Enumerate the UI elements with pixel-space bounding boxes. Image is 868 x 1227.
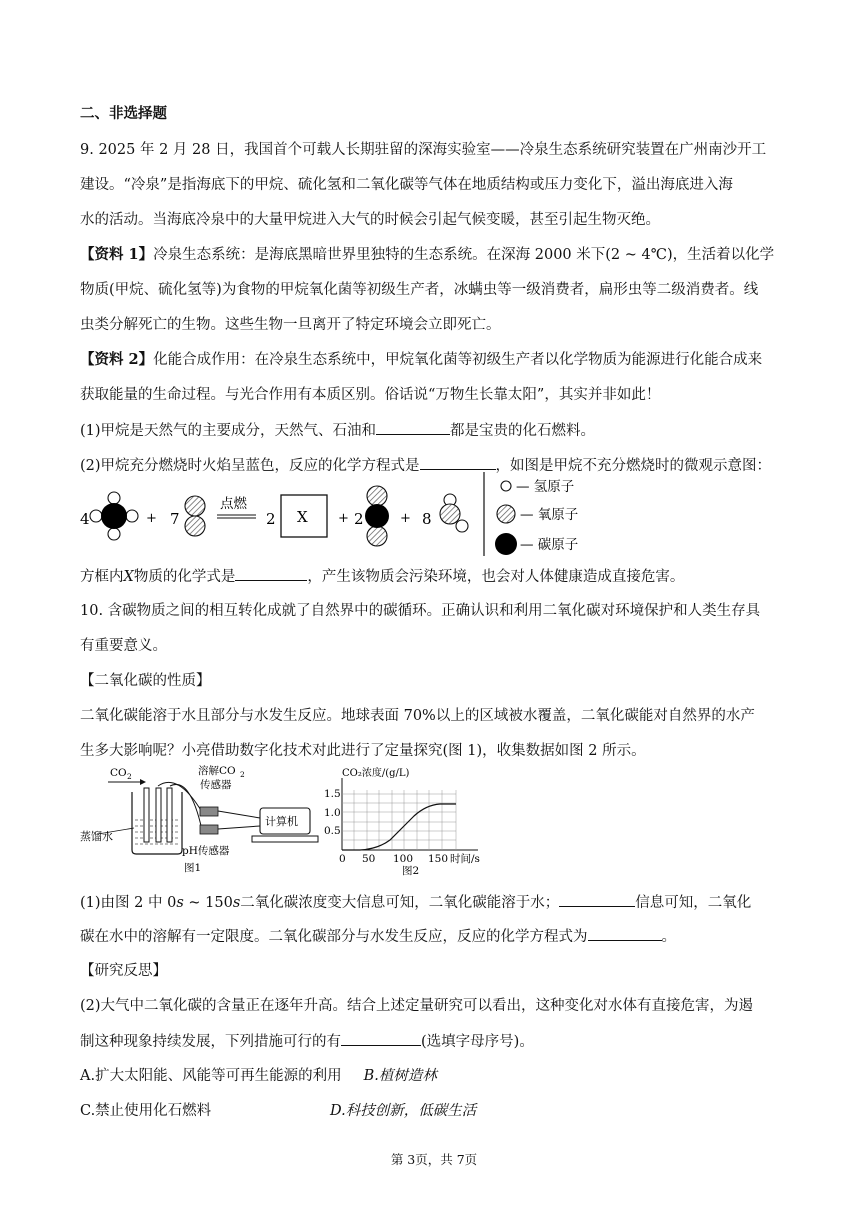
legend-carbon <box>495 533 578 555</box>
ref2-line1 <box>80 350 762 370</box>
option-d[interactable]: D.科技创新，低碳生活 <box>330 1103 477 1119</box>
q10-sub1-line1 <box>80 892 751 913</box>
x-tick: 0 <box>339 853 346 865</box>
x-tick: 150 <box>428 853 449 865</box>
box-x-label: X <box>297 508 308 526</box>
q10-sub1-tail: 信息可知，二氧化 <box>635 895 752 911</box>
option-b[interactable]: B.植树造林 <box>363 1068 437 1084</box>
q10-sub1-line2-text: 碳在水中的溶解有一定限度。二氧化碳部分与水发生反应，反应的化学方程式为 <box>80 929 588 945</box>
q9-line1: 9. 2025 年 2 月 28 日，我国首个可载人长期驻留的深海实验室——冷泉生态系统研究装置在广州南沙开工 <box>80 142 767 158</box>
q10-para2: 生多大影响呢？小亮借助数字化技术对此进行了定量探究(图 1)，收集数据如图 2 所示。 <box>80 743 646 759</box>
plus-sign: + <box>146 511 157 526</box>
q9-sub3 <box>80 566 684 587</box>
figure-2-caption: 图2 <box>402 865 420 877</box>
q10-sub2-line1: (2)大气中二氧化碳的含量正在逐年升高。结合上述定量研究可以看出，这种变化对水体有直接危害，为遏 <box>80 998 754 1014</box>
heading-research-reflection: 【研究反思】 <box>80 963 167 979</box>
computer-label: 计算机 <box>265 815 298 828</box>
svg-text:— 碳原子: — 碳原子 <box>520 537 579 553</box>
coef-7: 7 <box>170 510 180 528</box>
q9-sub3-mid: 物质的化学式是 <box>133 569 236 585</box>
q10-sub1-text: (1)由图 2 中 0 <box>80 895 177 911</box>
answer-blank[interactable] <box>376 420 450 435</box>
q9-line2: 建设。“冷泉”是指海底下的甲烷、硫化氢和二氧化碳等气体在地质结构或压力变化下，溢出海底进入海 <box>80 177 733 193</box>
q10-sub1-mid: 二氧化碳浓度变大信息可知，二氧化碳能溶于水； <box>240 895 560 911</box>
figure-2-chart <box>324 764 490 877</box>
q9-sub1-tail: 都是宝贵的化石燃料。 <box>450 423 596 439</box>
q9-line3: 水的活动。当海底冷泉中的大量甲烷进入大气的时候会引起气候变暖，甚至引起生物灭绝。 <box>80 212 660 228</box>
ref1-line2: 物质(甲烷、硫化氢等)为食物的甲烷氧化菌等初级生产者，冰螨虫等一级消费者，扁形虫等二级消费者。线 <box>80 282 759 298</box>
q10-sub2-tail: (选填字母序号)。 <box>421 1034 534 1050</box>
chart-xlabel: 时间/s <box>450 853 480 865</box>
legend-oxygen <box>497 505 578 523</box>
unit-s: s <box>232 895 241 911</box>
x-tick: 100 <box>393 853 414 865</box>
option-row-1 <box>80 1066 437 1086</box>
q9-sub1-text: (1)甲烷是天然气的主要成分，天然气、石油和 <box>80 423 377 439</box>
ref2-line2: 获取能量的生命过程。与光合作用有本质区别。俗话说“万物生长靠太阳”，其实并非如此！ <box>80 387 661 403</box>
co2-label: CO <box>110 767 127 779</box>
heading-co2-properties: 【二氧化碳的性质】 <box>80 673 211 689</box>
q10-line1: 10. 含碳物质之间的相互转化成就了自然界中的碳循环。正确认识和利用二氧化碳对环境保护和人类生存具 <box>80 603 761 619</box>
y-tick: 0.5 <box>324 825 341 837</box>
unit-s: s <box>176 895 184 911</box>
section-title: 二、非选择题 <box>80 105 167 122</box>
ref1-label: 【资料 1】 <box>80 246 154 263</box>
q10-sub2-text: 制这种现象持续发展，下列措施可行的有 <box>80 1034 341 1050</box>
plus-sign: + <box>338 511 349 526</box>
answer-blank[interactable] <box>420 455 496 470</box>
coef-2a: 2 <box>266 510 276 528</box>
x-symbol: X <box>123 569 134 585</box>
y-tick: 1.5 <box>324 788 341 800</box>
q10-line2: 有重要意义。 <box>80 638 167 654</box>
coef-4: 4 <box>80 510 90 528</box>
svg-text:— 氧原子: — 氧原子 <box>520 507 579 523</box>
oxygen-molecule <box>185 496 205 536</box>
legend-hydrogen <box>501 479 574 495</box>
svg-text:2: 2 <box>240 770 245 779</box>
svg-text:— 氢原子: — 氢原子 <box>516 479 575 495</box>
option-c[interactable]: C.禁止使用化石燃料 <box>80 1103 212 1119</box>
answer-blank[interactable] <box>559 892 635 907</box>
option-a[interactable]: A.扩大太阳能、风能等可再生能源的利用 <box>80 1068 342 1084</box>
q9-sub3-text: 方框内 <box>80 569 124 585</box>
answer-blank[interactable] <box>588 926 662 941</box>
ph-label: pH传感器 <box>182 845 230 857</box>
q10-sub1-end: 。 <box>661 929 676 945</box>
dissolve-label: 溶解CO <box>198 765 236 777</box>
answer-blank[interactable] <box>341 1031 421 1046</box>
y-tick: 1.0 <box>324 807 341 819</box>
coef-2b: 2 <box>354 510 364 528</box>
ref1-text: 冷泉生态系统：是海底黑暗世界里独特的生态系统。在深海 2000 米下(2 ~ 4℃)，生活着以化学 <box>153 247 775 263</box>
ref2-label: 【资料 2】 <box>80 351 154 368</box>
q10-sub1-range: ~ 150 <box>183 895 233 911</box>
concentration-curve <box>342 804 456 850</box>
water-label: 蒸馏水 <box>80 830 113 843</box>
condition-label: 点燃 <box>220 496 247 512</box>
page-footer: 第 3页，共 7页 <box>390 1152 478 1167</box>
q9-sub2-tail: ，如图是甲烷不充分燃烧时的微观示意图： <box>495 458 772 474</box>
q10-sub1-line2 <box>80 926 676 947</box>
methane-molecule <box>90 492 138 540</box>
answer-blank[interactable] <box>235 566 307 581</box>
ref1-line3: 虫类分解死亡的生物。这些生物一旦离开了特定环境会立即死亡。 <box>80 317 501 333</box>
q10-sub2-line2 <box>80 1031 534 1052</box>
x-tick: 50 <box>362 853 376 865</box>
chart-grid <box>342 790 456 850</box>
co2-molecule <box>365 486 389 546</box>
sensor-label: 传感器 <box>200 779 232 791</box>
q10-para1: 二氧化碳能溶于水且部分与水发生反应。地球表面 70%以上的区域被水覆盖，二氧化碳能对自然界的水产 <box>80 708 755 724</box>
plus-sign: + <box>400 511 411 526</box>
coef-8: 8 <box>422 510 432 528</box>
ref1-line1 <box>80 245 774 265</box>
ref2-text: 化能合成作用：在冷泉生态系统中，甲烷氧化菌等初级生产者以化学物质为能源进行化能合成来 <box>153 352 763 368</box>
q9-sub1 <box>80 420 595 441</box>
q9-sub2-text: (2)甲烷充分燃烧时火焰呈蓝色，反应的化学方程式是 <box>80 458 420 474</box>
option-row-2 <box>80 1101 476 1121</box>
ph-sensor-probe <box>200 825 218 834</box>
co2-sensor-probe <box>200 807 218 816</box>
reaction-diagram <box>78 470 638 562</box>
chart-ylabel: CO₂浓度/(g/L) <box>342 768 410 779</box>
svg-text:2: 2 <box>127 772 132 781</box>
water-molecule <box>440 494 468 532</box>
figure-1-apparatus <box>78 762 328 876</box>
q9-sub3-tail: ，产生该物质会污染环境，也会对人体健康造成直接危害。 <box>307 569 685 585</box>
figure-1-caption: 图1 <box>184 862 202 874</box>
